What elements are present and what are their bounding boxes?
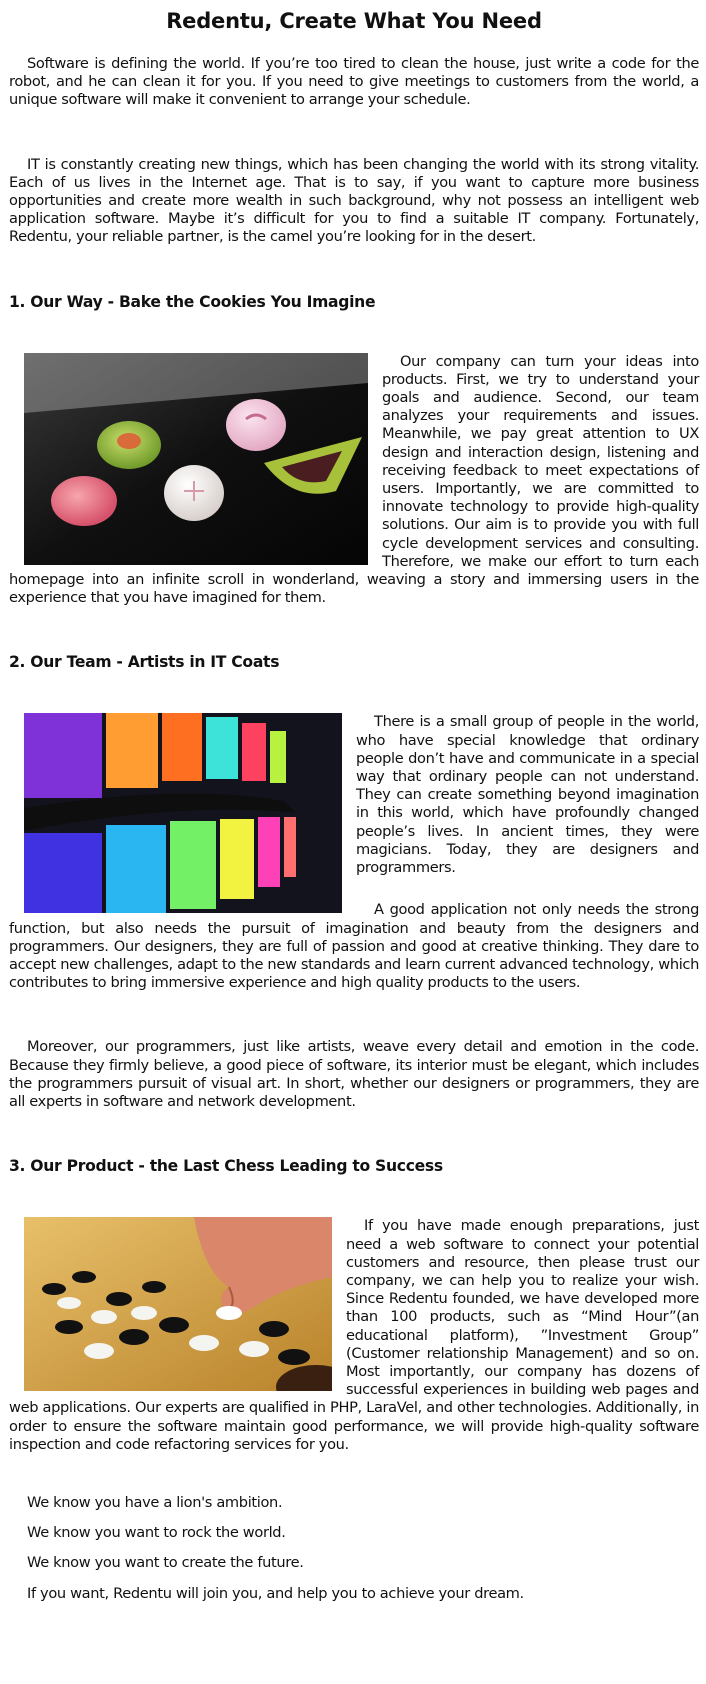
section-heading-our-team: 2. Our Team - Artists in IT Coats xyxy=(9,653,280,672)
closing-line-1: We know you have a lion's ambition. xyxy=(27,1493,283,1511)
page-title: Redentu, Create What You Need xyxy=(166,9,542,33)
section-our-team-paragraph-1: There is a small group of people in the world, who have special knowledge that ordinary people don’t have and communicate in a special way that ordinary people can not understand. They can create something beyond imagination in this world, which have profoundly changed people’s lives. In ancient times, they were magicians. Today, they are designers and programmers. xyxy=(356,713,699,877)
intro-paragraph-1: Software is defining the world. If you’re too tired to clean the house, just write a code for the robot, and he can clean it for you. If you need to give meetings to customers from the world, a unique software will make it convenient to arrange your schedule. xyxy=(9,55,699,109)
section-our-product-paragraph: If you have made enough preparations, just need a web software to connect your potential customers and resource, then please trust our company, we can help you to realize your wish. Since Redentu founded, we have developed more than 100 products, such as “Mind Hour”(an educational platform), ”Investment Group” (Customer relationship Management) and so on. Most importantly, our company has dozens of successful experiences in building web pages and web applications. Our experts are qualified in PHP, LaraVel, and other technologies. Additionally, in order to ensure the software maintain good performance, we will provide high-quality software inspection and code refactoring services for you. xyxy=(9,1217,699,1453)
closing-statements xyxy=(9,1494,699,1603)
closing-line-3: We know you want to create the future. xyxy=(27,1554,304,1572)
closing-line-2: We know you want to rock the world. xyxy=(27,1524,286,1542)
section-heading-our-product: 3. Our Product - the Last Chess Leading to Success xyxy=(9,1157,443,1176)
section-our-way-paragraph: Our company can turn your ideas into products. First, we try to understand your goals and audience. Second, our team analyzes your requirements and issues. Meanwhile, we pay great attention to UX design and interaction design, listening and receiving feedback to meet expectations of users. Importantly, we are committed to innovate technology to provide high-quality solutions. Our aim is to provide you with full cycle development services and consulting. Therefore, we make our effort to turn each homepage into an infinite scroll in wonderland, weaving a story and immersing users in the experience that you have imagined for them. xyxy=(9,352,699,607)
go-board-game-photo xyxy=(24,1217,332,1391)
colorful-light-cubes-photo xyxy=(24,713,342,913)
section-heading-our-way: 1. Our Way - Bake the Cookies You Imagine xyxy=(9,292,376,311)
section-our-team-paragraph-3: Moreover, our programmers, just like artists, weave every detail and emotion in the code. Because they firmly believe, a good piece of software, its interior must be elegant, which includes the programmers pursuit of visual art. In short, whether our designers or programmers, they are all experts in software and network development. xyxy=(9,1038,699,1111)
section-our-team-paragraph-2: A good application not only needs the strong function, but also needs the pursuit of imagination and beauty from the designers and programmers. Our designers, they are full of passion and good at creative thinking. They dare to accept new challenges, adapt to the new standards and learn current advanced technology, which contributes to bring immersive experience and high quality products to the users. xyxy=(9,901,699,992)
wagashi-sweets-photo xyxy=(24,353,368,565)
closing-line-4: If you want, Redentu will join you, and help you to achieve your dream. xyxy=(27,1584,524,1602)
intro-paragraph-2: IT is constantly creating new things, which has been changing the world with its strong vitality. Each of us lives in the Internet age. That is to say, if you want to capture more business opportunities and create more wealth in such background, why not possess an intelligent web application software. Maybe it’s difficult for you to find a suitable IT company. Fortunately, Redentu, your reliable partner, is the camel you’re looking for in the desert. xyxy=(9,155,699,246)
article xyxy=(9,0,699,1603)
